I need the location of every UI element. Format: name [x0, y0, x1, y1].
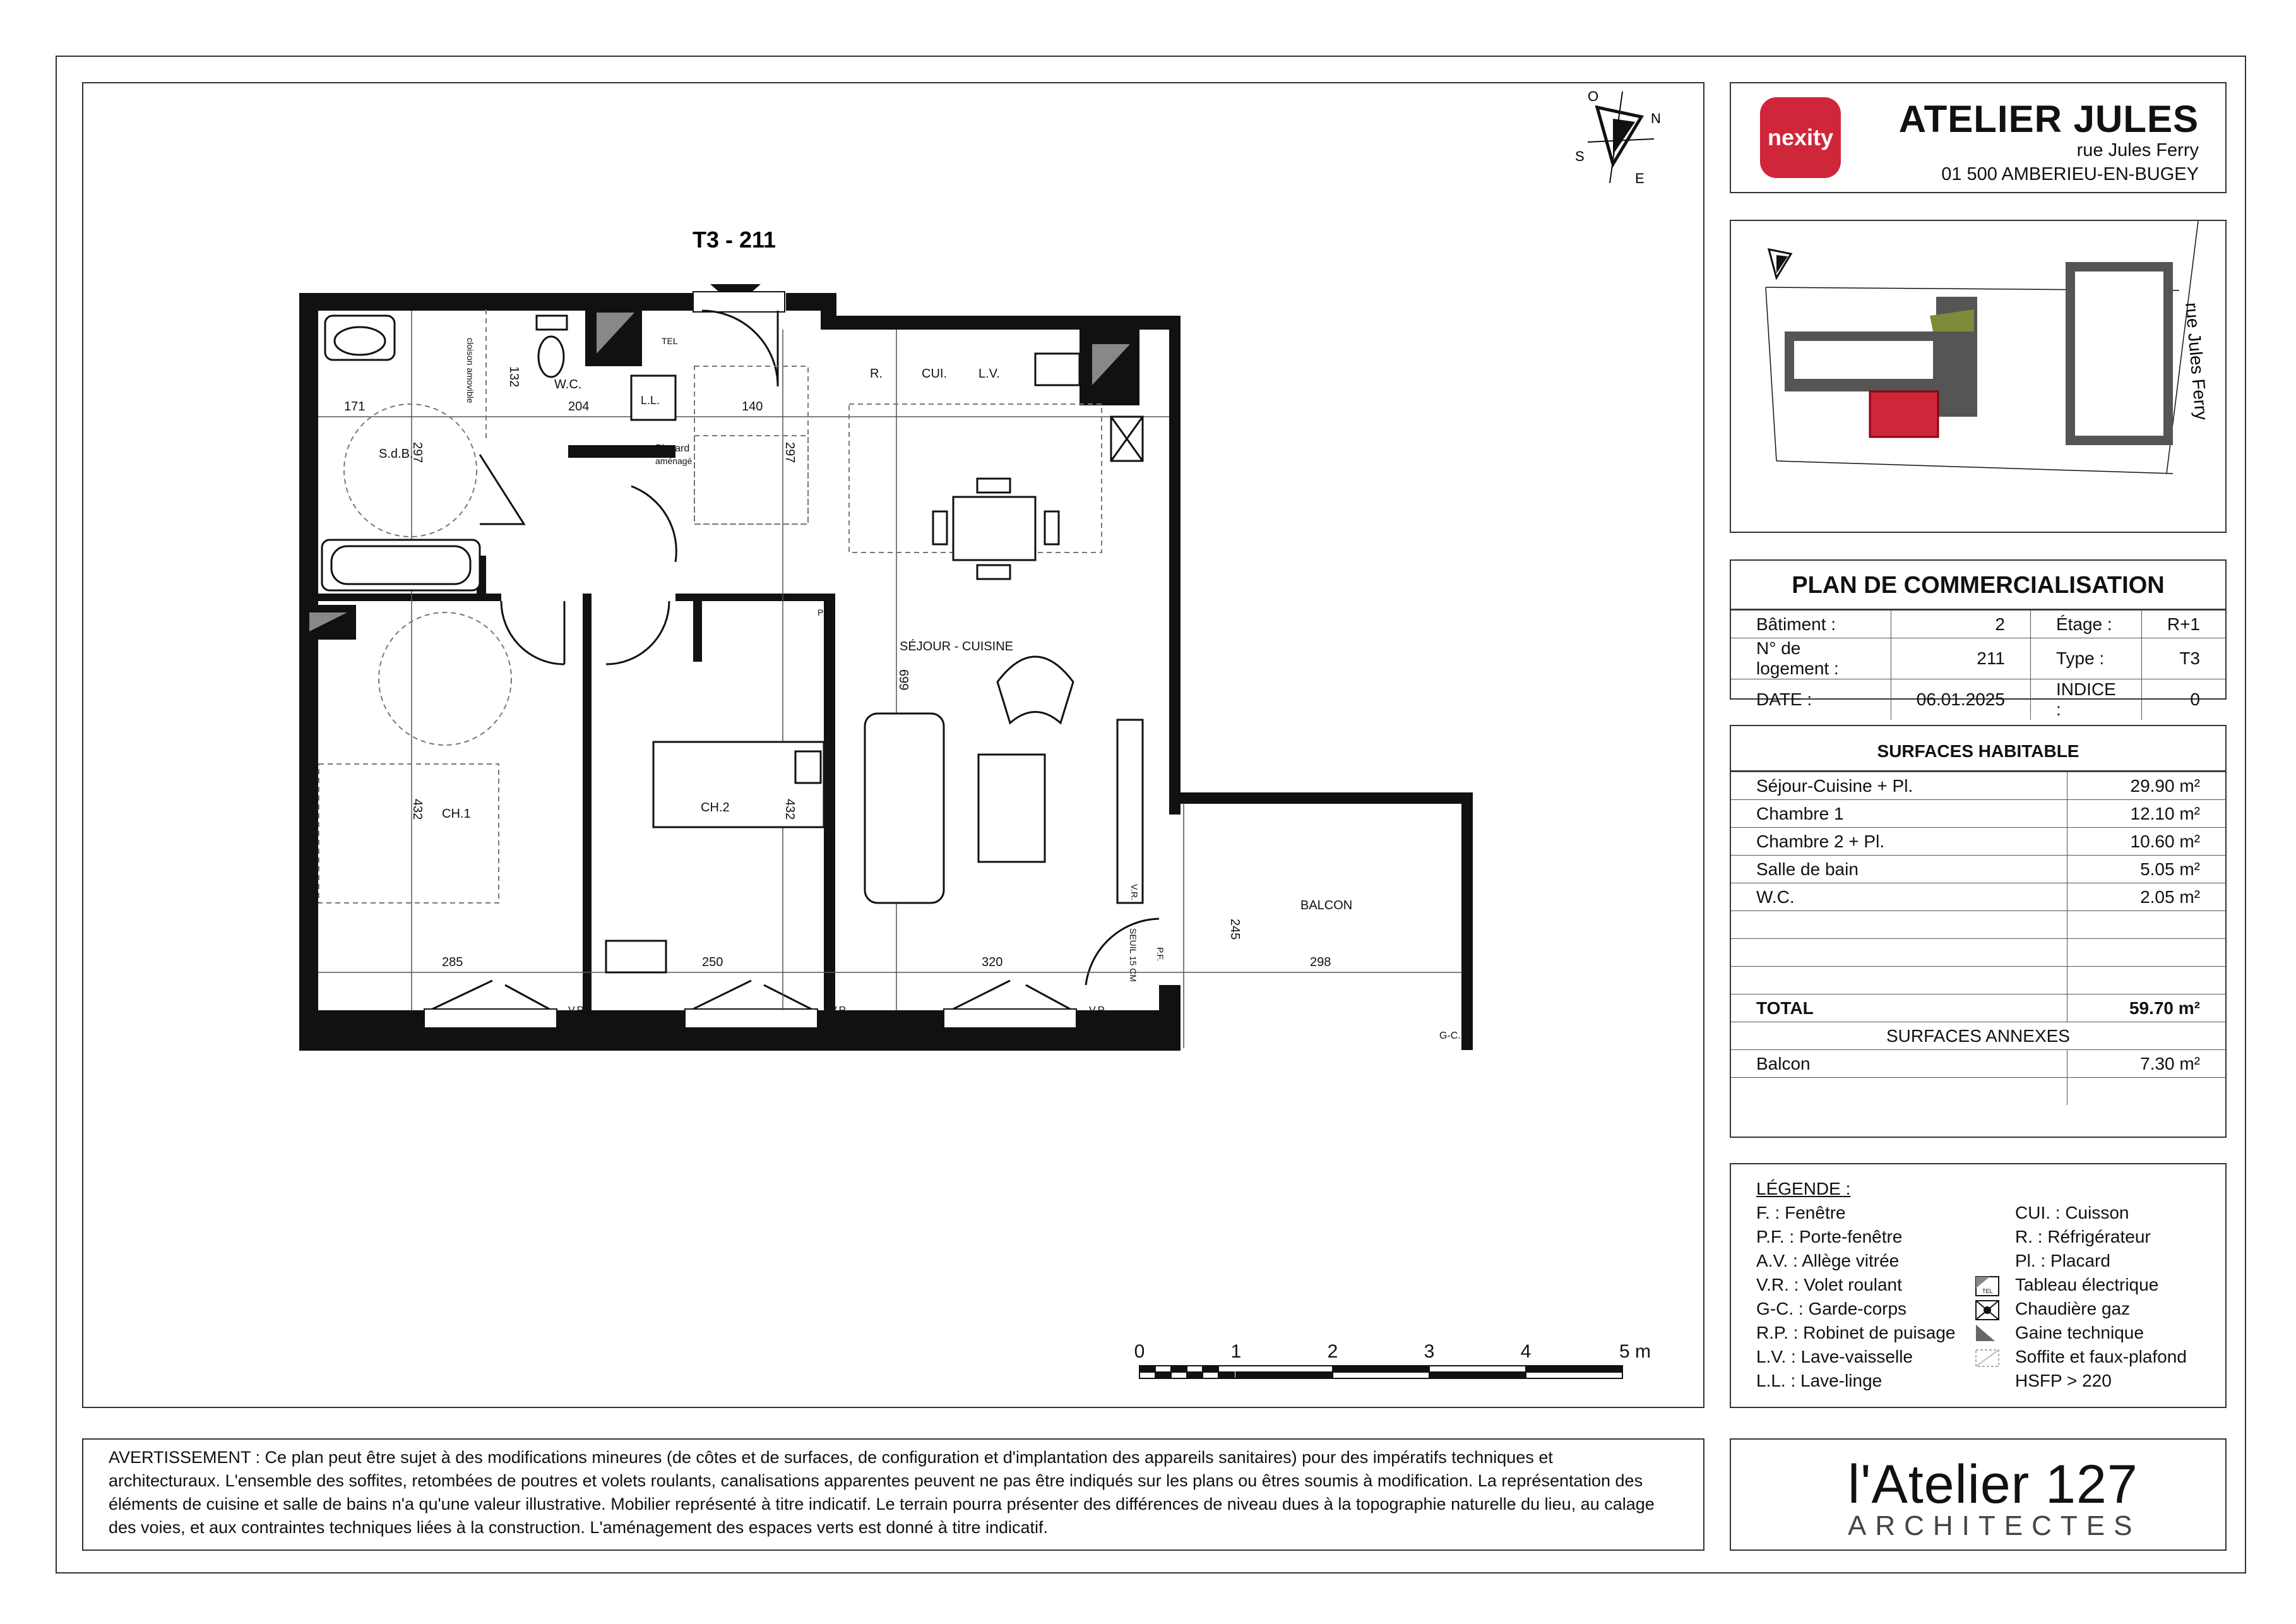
- dim-140: 140: [742, 400, 763, 414]
- surface-row-empty: [1731, 1078, 2067, 1106]
- label-ch2: CH.2: [701, 801, 730, 815]
- surface-row-label: Chambre 2 + Pl.: [1731, 828, 2067, 856]
- logement-value: 211: [1891, 638, 2030, 679]
- dim-432a: 432: [410, 799, 424, 820]
- label-sdb: S.d.B.: [379, 447, 413, 461]
- project-address-1: rue Jules Ferry: [2076, 140, 2199, 160]
- dim-297b: 297: [783, 442, 797, 463]
- scale-tick-0: 0: [1134, 1341, 1145, 1362]
- legend-left: [1756, 1201, 1955, 1393]
- fav-3: F.A.V. + FIXE: [988, 1030, 1045, 1041]
- surface-row-empty: [1731, 939, 2067, 967]
- warning-panel: [82, 1438, 1704, 1551]
- label-r: R.: [870, 367, 883, 381]
- unit-highlight: [1870, 391, 1938, 437]
- legend-tel: TEL: [1982, 1288, 1993, 1294]
- surface-row-empty: [1731, 967, 2067, 994]
- dim-285: 285: [442, 955, 463, 969]
- surface-row-label: Salle de bain: [1731, 856, 2067, 883]
- legend-item: A.V. : Allège vitrée: [1756, 1251, 1900, 1270]
- surfaces-panel: [1730, 725, 2227, 1138]
- surfaces-title: SURFACES HABITABLE: [1731, 726, 2225, 772]
- label-seuil: SEUIL 15 CM: [1128, 928, 1138, 982]
- dim-320: 320: [982, 955, 1003, 969]
- label-vr-3: V.R.: [1089, 1005, 1108, 1016]
- technical-shaft-icon: [1976, 1325, 1995, 1341]
- label-balcon: BALCON: [1300, 899, 1353, 912]
- site-compass-icon: [1769, 249, 1791, 278]
- compass-o: O: [1588, 88, 1599, 104]
- site-plan-drawing: [1731, 221, 2225, 532]
- soffit-icon: [1976, 1350, 1999, 1366]
- surface-row-value: 5.05 m²: [2067, 856, 2226, 883]
- surface-row-label: Chambre 1: [1731, 800, 2067, 828]
- legend-item: L.L. : Lave-linge: [1756, 1371, 1883, 1390]
- fav-1: F.A.V. + FIXE: [467, 1030, 524, 1041]
- unit-label: T3 - 211: [692, 227, 776, 253]
- project-header: [1730, 82, 2227, 193]
- dim-171: 171: [344, 400, 366, 414]
- surface-row-empty: [2067, 1078, 2226, 1106]
- legend-title: LÉGENDE :: [1756, 1179, 1851, 1198]
- surfaces-table: [1731, 772, 2225, 1105]
- label-lv: L.V.: [978, 367, 1000, 381]
- architect-name: l'Atelier 127: [1848, 1454, 2138, 1515]
- street-label: rue Jules Ferry: [2182, 301, 2212, 421]
- electric-panel-icon: [1976, 1277, 1999, 1296]
- indice-value: 0: [2141, 679, 2225, 720]
- surface-row-value: 2.05 m²: [2067, 883, 2226, 911]
- compass-e: E: [1635, 170, 1645, 186]
- scale-tick-1: 1: [1230, 1341, 1242, 1362]
- surface-row-empty: [2067, 939, 2226, 967]
- label-wc: W.C.: [554, 378, 582, 391]
- legend-item: V.R. : Volet roulant: [1756, 1275, 1902, 1294]
- label-cloison: cloison amovible: [465, 338, 475, 403]
- scale-bar: [1139, 1366, 1622, 1378]
- logement-label: N° de logement :: [1731, 638, 1891, 679]
- label-sejour: SÉJOUR - CUISINE: [900, 640, 1014, 654]
- project-name: ATELIER JULES: [1898, 98, 2199, 140]
- label-vr-1: V.R.: [568, 1005, 587, 1016]
- batiment-label: Bâtiment :: [1731, 611, 1891, 638]
- label-gc: G-C.: [1439, 1030, 1461, 1041]
- dim-245: 245: [1228, 919, 1242, 940]
- nexity-logo: nexity: [1760, 97, 1841, 178]
- annex-title: SURFACES ANNEXES: [1731, 1022, 2225, 1050]
- label-pl: Pl.: [818, 607, 828, 618]
- label-amenage: aménagé: [655, 456, 693, 466]
- annex-value: 7.30 m²: [2067, 1050, 2226, 1078]
- legend-item: Pl. : Placard: [2015, 1251, 2110, 1270]
- legend-item: Gaine technique: [2015, 1323, 2144, 1342]
- legend-item: Chaudière gaz: [2015, 1299, 2131, 1318]
- legend-item: G-C. : Garde-corps: [1756, 1299, 1907, 1318]
- dim-132: 132: [507, 366, 521, 388]
- label-ll: L.L.: [641, 394, 660, 407]
- boiler-icon: [1976, 1301, 1999, 1320]
- fav-2: F.A.V. + FIXE: [729, 1030, 786, 1041]
- warning-text: AVERTISSEMENT : Ce plan peut être sujet à des modifications mineures (de côtes et de surfaces, de configuration et d'implantation des appareils sanitaires) pour des impératifs techniques et architecturaux. L'ensemble des soffites, retombées de poutres et volets roulants, canalisations apparentes peuvent ne pas être indiqués sur les plans ou êtres soumis à modification. La représentation des éléments de cuisine et salle de bains n'a qu'une valeur illustrative. Mobilier représenté à titre indicatif. Le terrain pourra présenter des différences de niveau dues à la topographie naturelle du lieu, au calage des voies, et aux contraintes techniques liées à la construction. L'aménagement des espaces verts est donné à titre indicatif.: [109, 1448, 1655, 1537]
- dim-298: 298: [1310, 955, 1331, 969]
- date-label: DATE :: [1731, 679, 1891, 720]
- label-vr-side: V.R.: [1129, 884, 1139, 900]
- legend-right: [2015, 1201, 2187, 1393]
- legend-item: HSFP > 220: [2015, 1371, 2112, 1390]
- legend-item: L.V. : Lave-vaisselle: [1756, 1347, 1913, 1366]
- compass-n: N: [1651, 110, 1661, 126]
- type-label: Type :: [2030, 638, 2141, 679]
- scale-tick-3: 3: [1424, 1341, 1435, 1362]
- site-plan: [1730, 220, 2227, 533]
- legend-symbols: [1965, 1273, 2002, 1399]
- legend-item: R. : Réfrigérateur: [2015, 1227, 2151, 1246]
- info-table: [1731, 610, 2225, 720]
- label-placard: Placard: [655, 443, 690, 454]
- legend-item: Tableau électrique: [2015, 1275, 2159, 1294]
- project-address-2: 01 500 AMBERIEU-EN-BUGEY: [1941, 164, 2199, 184]
- legend-item: CUI. : Cuisson: [2015, 1203, 2129, 1222]
- batiment-value: 2: [1891, 611, 2030, 638]
- architect-panel: [1730, 1438, 2227, 1551]
- info-panel: [1730, 559, 2227, 719]
- label-vr-2: V.R.: [830, 1005, 849, 1016]
- etage-value: R+1: [2141, 611, 2225, 638]
- legend-item: P.F. : Porte-fenêtre: [1756, 1227, 1903, 1246]
- legend-panel: [1730, 1163, 2227, 1408]
- total-value: 59.70 m²: [2067, 994, 2226, 1022]
- label-cui: CUI.: [922, 367, 947, 381]
- total-label: TOTAL: [1731, 994, 2067, 1022]
- architect-sub: ARCHITECTES: [1848, 1510, 2141, 1541]
- etage-label: Étage :: [2030, 611, 2141, 638]
- legend-item: Soffite et faux-plafond: [2015, 1347, 2187, 1366]
- label-ch1: CH.1: [442, 807, 471, 821]
- surface-row-value: 12.10 m²: [2067, 800, 2226, 828]
- label-pf: P.F.: [1155, 947, 1165, 962]
- legend-item: R.P. : Robinet de puisage: [1756, 1323, 1956, 1342]
- surface-row-empty: [2067, 967, 2226, 994]
- dim-432b: 432: [783, 799, 797, 820]
- compass-icon: [1575, 88, 1661, 186]
- indice-label: INDICE :: [2030, 679, 2141, 720]
- dim-250: 250: [702, 955, 723, 969]
- label-tel: TEL: [662, 336, 678, 346]
- surface-row-value: 29.90 m²: [2067, 772, 2226, 800]
- surface-row-empty: [1731, 911, 2067, 939]
- dim-699: 699: [896, 669, 910, 691]
- dim-297a: 297: [410, 442, 424, 463]
- dim-204: 204: [568, 400, 590, 414]
- scale-tick-4: 4: [1520, 1341, 1532, 1362]
- date-value: 06.01.2025: [1891, 679, 2030, 720]
- scale-tick-2: 2: [1327, 1341, 1338, 1362]
- plan-title: PLAN DE COMMERCIALISATION: [1731, 572, 2225, 610]
- compass-s: S: [1575, 148, 1585, 164]
- scale-tick-5: 5 m: [1619, 1341, 1651, 1362]
- surface-row-value: 10.60 m²: [2067, 828, 2226, 856]
- legend-item: F. : Fenêtre: [1756, 1203, 1846, 1222]
- surface-row-label: Séjour-Cuisine + Pl.: [1731, 772, 2067, 800]
- annex-label: Balcon: [1731, 1050, 2067, 1078]
- type-value: T3: [2141, 638, 2225, 679]
- surface-row-label: W.C.: [1731, 883, 2067, 911]
- surface-row-empty: [2067, 911, 2226, 939]
